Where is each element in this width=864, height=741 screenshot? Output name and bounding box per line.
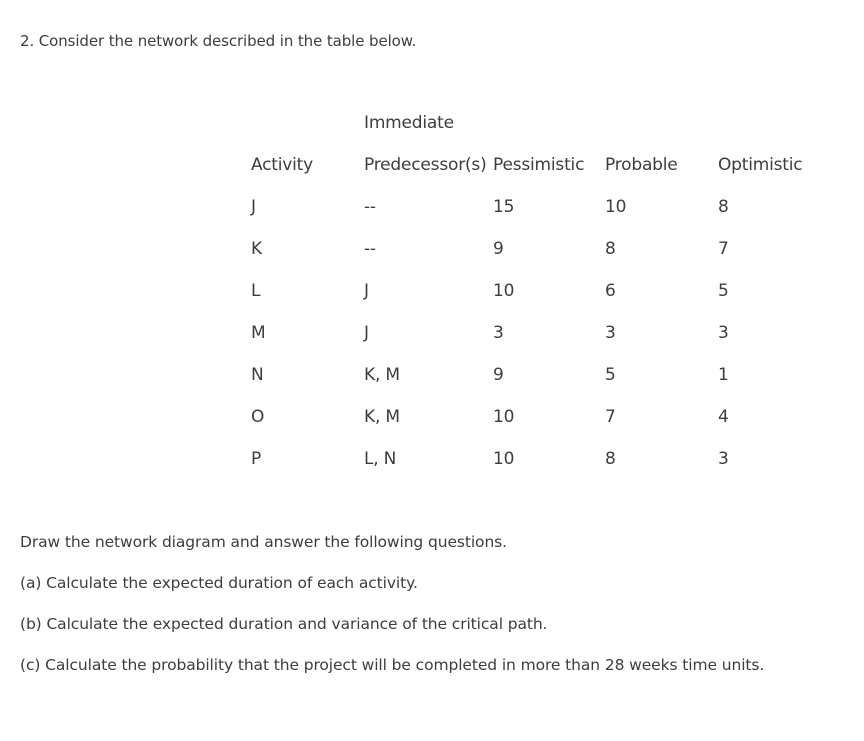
cell-optimistic: 3 — [718, 449, 729, 469]
cell-activity: N — [251, 365, 264, 385]
part-a: (a) Calculate the expected duration of each activity. — [20, 574, 418, 592]
cell-predecessors: -- — [364, 197, 376, 217]
cell-predecessors: J — [364, 323, 369, 343]
cell-pessimistic: 9 — [493, 239, 504, 259]
cell-activity: J — [251, 197, 256, 217]
cell-pessimistic: 15 — [493, 197, 515, 217]
cell-predecessors: K, M — [364, 365, 400, 385]
cell-activity: P — [251, 449, 262, 469]
cell-probable: 8 — [605, 239, 616, 259]
cell-optimistic: 8 — [718, 197, 729, 217]
cell-optimistic: 7 — [718, 239, 729, 259]
part-b: (b) Calculate the expected duration and variance of the critical path. — [20, 615, 548, 633]
cell-pessimistic: 10 — [493, 281, 515, 301]
cell-activity: O — [251, 407, 265, 427]
header-predecessors: Predecessor(s) — [364, 155, 487, 175]
header-immediate: Immediate — [364, 113, 454, 133]
cell-predecessors: -- — [364, 239, 376, 259]
cell-predecessors: K, M — [364, 407, 400, 427]
cell-probable: 8 — [605, 449, 616, 469]
cell-pessimistic: 10 — [493, 449, 515, 469]
cell-optimistic: 4 — [718, 407, 729, 427]
cell-activity: L — [251, 281, 261, 301]
instruction-text: Draw the network diagram and answer the following questions. — [20, 533, 507, 551]
cell-predecessors: J — [364, 281, 369, 301]
cell-pessimistic: 9 — [493, 365, 504, 385]
header-pessimistic: Pessimistic — [493, 155, 585, 175]
cell-probable: 7 — [605, 407, 616, 427]
cell-probable: 6 — [605, 281, 616, 301]
cell-optimistic: 5 — [718, 281, 729, 301]
cell-activity: K — [251, 239, 262, 259]
part-c: (c) Calculate the probability that the project will be completed in more than 28 weeks time units. — [20, 656, 765, 674]
cell-probable: 5 — [605, 365, 616, 385]
question-intro: 2. Consider the network described in the table below. — [20, 32, 417, 50]
cell-optimistic: 1 — [718, 365, 729, 385]
cell-optimistic: 3 — [718, 323, 729, 343]
header-optimistic: Optimistic — [718, 155, 803, 175]
cell-pessimistic: 10 — [493, 407, 515, 427]
cell-predecessors: L, N — [364, 449, 397, 469]
cell-activity: M — [251, 323, 266, 343]
header-probable: Probable — [605, 155, 678, 175]
cell-probable: 10 — [605, 197, 627, 217]
cell-probable: 3 — [605, 323, 616, 343]
cell-pessimistic: 3 — [493, 323, 504, 343]
header-activity: Activity — [251, 155, 313, 175]
